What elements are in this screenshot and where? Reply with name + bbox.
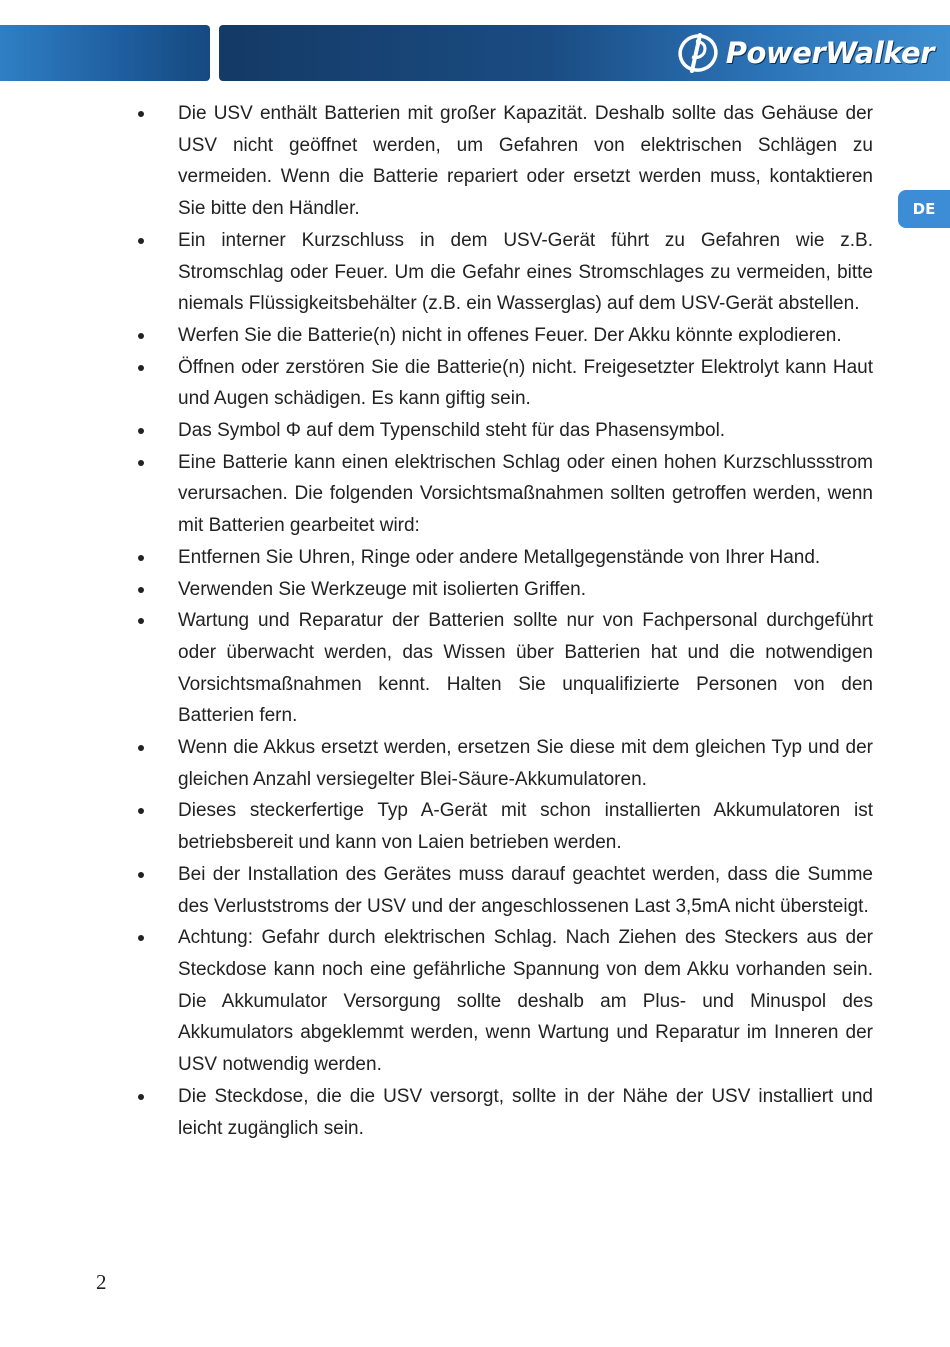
list-item: [132, 859, 873, 922]
powerwalker-logo-icon: [676, 31, 720, 75]
list-item-text: Wenn die Akkus ersetzt werden, ersetzen Sie diese mit dem gleichen Typ und der gleichen Anzahl versiegelter Blei-Säure-Akkumulatoren.: [178, 737, 873, 790]
bullet-icon: [138, 587, 144, 593]
list-item-text: Entfernen Sie Uhren, Ringe oder andere Metallgegenstände von Ihrer Hand.: [178, 546, 821, 568]
bullet-icon: [138, 935, 144, 941]
list-item-text: Ein interner Kurzschluss in dem USV-Gerät führt zu Gefahren wie z.B. Stromschlag oder Feuer. Um die Gefahr eines Stromschlages zu vermeiden, bitte niemals Flüssigkeitsbehälter (z.B. ein Wasserglas) auf dem USV-Gerät abstellen.: [178, 229, 873, 315]
bullet-icon: [138, 872, 144, 878]
list-item: [132, 542, 873, 574]
list-item: [132, 922, 873, 1081]
bullet-icon: [138, 333, 144, 339]
list-item-text: Das Symbol Φ auf dem Typenschild steht für das Phasensymbol.: [178, 420, 726, 442]
list-item: [132, 98, 873, 225]
safety-instructions: [132, 98, 873, 1144]
list-item: [132, 574, 873, 606]
list-item: [132, 1081, 873, 1144]
bullet-icon: [138, 808, 144, 814]
page-number: 2: [96, 1270, 107, 1294]
list-item: [132, 225, 873, 320]
list-item: [132, 352, 873, 415]
list-item-text: Verwenden Sie Werkzeuge mit isolierten Griffen.: [178, 578, 586, 600]
bullet-list: [132, 98, 873, 1144]
brand-name: PowerWalker: [725, 36, 934, 70]
list-item: [132, 605, 873, 732]
list-item-text: Bei der Installation des Gerätes muss darauf geachtet werden, dass die Summe des Verluststroms der USV und der angeschlossenen Last 3,5mA nicht übersteigt.: [178, 863, 873, 917]
list-item-text: Wartung und Reparatur der Batterien sollte nur von Fachpersonal durchgeführt oder überwacht werden, das Wissen über Batterien hat und die notwendigen Vorsichtsmaßnahmen kennt. Halten Sie unqualifizierte Personen von den Batterien fern.: [178, 610, 873, 727]
list-item-text: Die USV enthält Batterien mit großer Kapazität. Deshalb sollte das Gehäuse der USV nicht geöffnet werden, um Gefahren von elektrischen Schlägen zu vermeiden. Wenn die Batterie repariert oder ersetzt werden muss, kontaktieren Sie bitte den Händler.: [178, 103, 873, 220]
list-item: [132, 415, 873, 447]
bullet-icon: [138, 555, 144, 561]
brand-logo: [676, 29, 934, 77]
bullet-icon: [138, 111, 144, 117]
list-item-text: Achtung: Gefahr durch elektrischen Schlag. Nach Ziehen des Steckers aus der Steckdose kann noch eine gefährliche Spannung von dem Akku vorhanden sein. Die Akkumulator Versorgung sollte deshalb am Plus- und Minuspol des Akkumulators abgeklemmt werden, wenn Wartung und Reparatur im Inneren der USV notwendig werden.: [178, 927, 873, 1076]
list-item: [132, 320, 873, 352]
list-item-text: Die Steckdose, die die USV versorgt, sollte in der Nähe der USV installiert und leicht zugänglich sein.: [178, 1085, 873, 1139]
list-item-text: Dieses steckerfertige Typ A-Gerät mit schon installierten Akkumulatoren ist betriebsbereit und kann von Laien betrieben werden.: [178, 800, 873, 854]
header-band-left: [0, 25, 210, 81]
list-item-text: Werfen Sie die Batterie(n) nicht in offenes Feuer. Der Akku könnte explodieren.: [178, 324, 842, 346]
list-item: [132, 732, 873, 795]
list-item: [132, 447, 873, 542]
bullet-icon: [138, 238, 144, 244]
list-item: [132, 795, 873, 858]
bullet-icon: [138, 460, 144, 466]
bullet-icon: [138, 1094, 144, 1100]
language-tab[interactable]: DE: [898, 190, 950, 228]
header-band-right: [219, 25, 950, 81]
page-header: [0, 25, 950, 81]
bullet-icon: [138, 365, 144, 371]
list-item-text: Öffnen oder zerstören Sie die Batterie(n) nicht. Freigesetzter Elektrolyt kann Haut und Augen schädigen. Es kann giftig sein.: [178, 356, 873, 410]
bullet-icon: [138, 745, 144, 751]
list-item-text: Eine Batterie kann einen elektrischen Schlag oder einen hohen Kurzschlussstrom verursachen. Die folgenden Vorsichtsmaßnahmen sollten getroffen werden, wenn mit Batterien gearbeitet wird:: [178, 451, 873, 537]
bullet-icon: [138, 428, 144, 434]
bullet-icon: [138, 618, 144, 624]
